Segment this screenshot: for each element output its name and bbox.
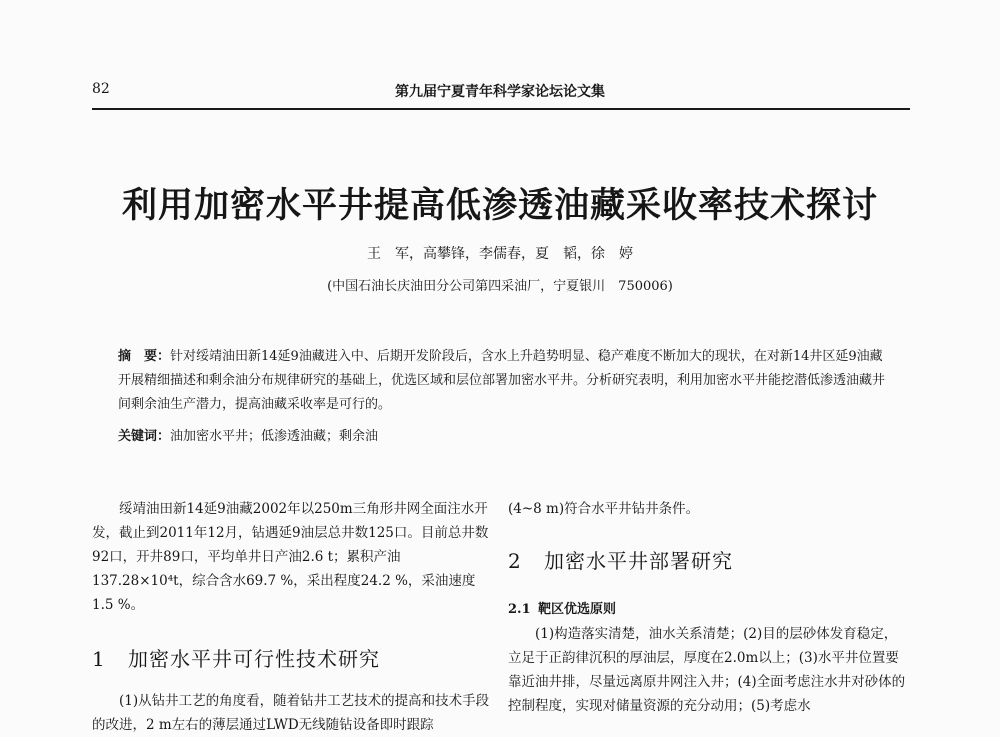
- right-column-top: (4~8 m)符合水平井钻井条件。: [508, 501, 700, 517]
- keywords-label: 关键词：: [118, 429, 171, 444]
- section-1-paragraph: (1)从钻井工艺的角度看，随着钻井工艺技术的提高和技术手段的改进，2 m左右的薄层通过LWD无线随钻设备即时跟踪: [92, 693, 490, 733]
- subsection-title: 靶区优选原则: [538, 602, 617, 617]
- page-number: 82: [92, 81, 110, 97]
- abstract-text: 针对绥靖油田新14延9油藏进入中、后期开发阶段后，含水上升趋势明显、稳产难度不断加大的现状，在对新14井区延9油藏开展精细描述和剩余油分布规律研究的基础上，优选区域和层位部署加密水平井。分析研究表明，利用加密水平井能挖潜低渗透油藏井间剩余油生产潜力，提高油藏采收率是可行的。: [118, 349, 886, 412]
- keywords-text: 油加密水平井；低渗透油藏；剩余油: [170, 429, 379, 444]
- section-1-number: 1: [92, 647, 106, 671]
- subsection-2-1-heading: [508, 598, 910, 617]
- section-2-number: 2: [508, 549, 522, 573]
- intro-paragraph: 绥靖油田新14延9油藏2002年以250m三角形井网全面注水开发，截止到2011年12月，钻遇延9油层总井数125口。目前总井数92口，开井89口，平均单井日产油2.6 t；累积产油137.28×10⁴t，综合含水69.7 %，采出程度24.2 %，采油速度1.5 %。: [92, 501, 489, 613]
- keywords: [118, 425, 888, 444]
- subsection-paragraph: (1)构造落实清楚，油水关系清楚；(2)目的层砂体发育稳定，立足于正韵律沉积的厚油层，厚度在2.0m以上；(3)水平井位置要靠近油井排，尽量远离原井网注入井；(4)全面考虑注水井对砂体的控制程度，实现对储量资源的充分动用；(5)考虑水: [508, 626, 906, 714]
- subsection-number: 2.1: [508, 602, 531, 617]
- paper-title: 利用加密水平井提高低渗透油藏采收率技术探讨: [121, 185, 878, 226]
- header-rule: [92, 108, 910, 110]
- left-column: [92, 497, 490, 737]
- abstract: [118, 345, 888, 417]
- section-2-heading: [508, 545, 910, 574]
- section-1-title: 加密水平井可行性技术研究: [128, 647, 380, 671]
- running-title: 第九届宁夏青年科学家论坛论文集: [395, 84, 605, 100]
- abstract-label: 摘 要：: [118, 349, 171, 364]
- affiliation: (中国石油长庆油田分公司第四采油厂，宁夏银川 750006): [327, 279, 673, 294]
- section-2-title: 加密水平井部署研究: [544, 549, 733, 573]
- authors: 王 军，高攀锋，李儒春，夏 韬，徐 婷: [367, 246, 633, 262]
- section-1-heading: [92, 647, 490, 671]
